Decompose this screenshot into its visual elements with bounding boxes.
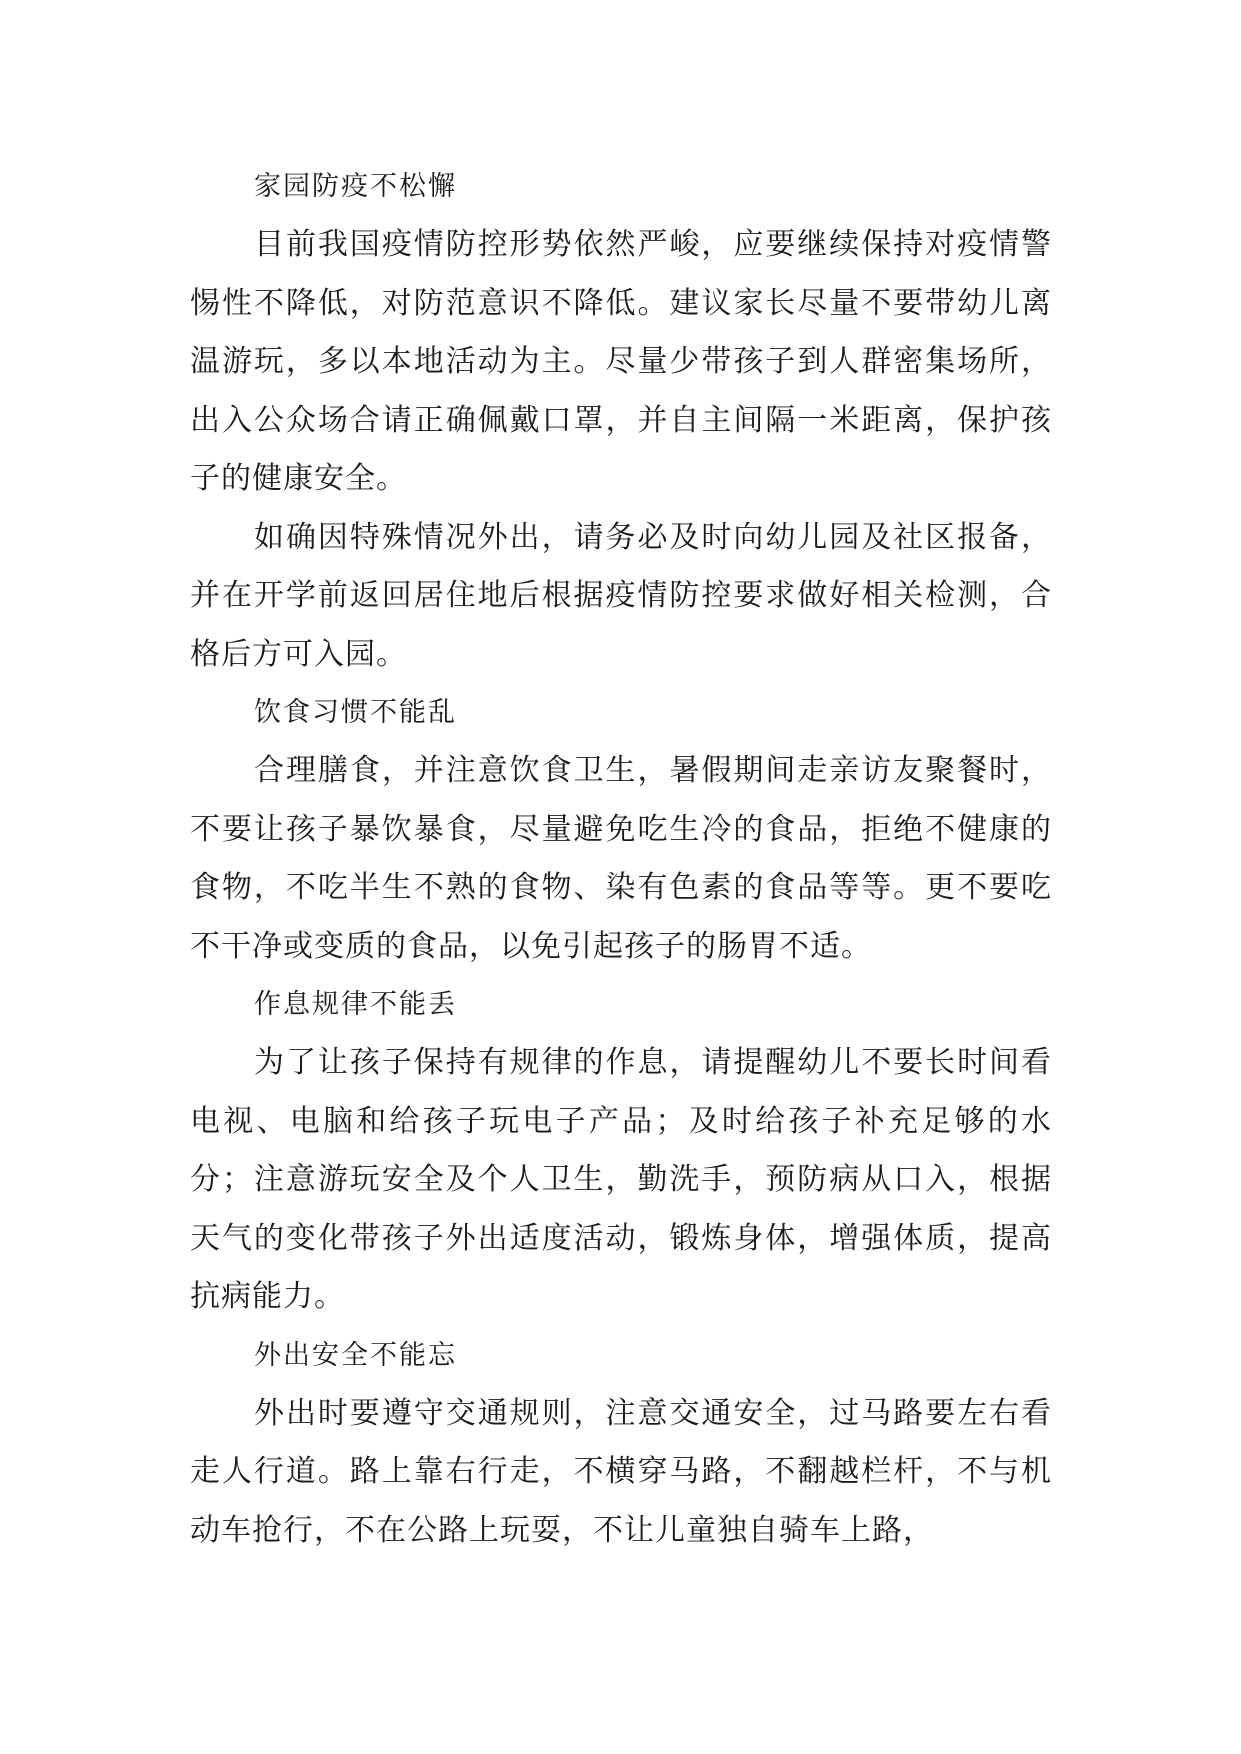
section-epidemic-prevention xyxy=(190,158,1052,684)
section-daily-routine xyxy=(190,976,1052,1327)
section-diet-habits xyxy=(190,684,1052,976)
paragraph: 目前我国疫情防控形势依然严峻，应要继续保持对疫情警惕性不降低，对防范意识不降低。建议家长尽量不要带幼儿离温游玩，多以本地活动为主。尽量少带孩子到人群密集场所，出入公众场合请正确佩戴口罩，并自主间隔一米距离，保护孩子的健康安全。 xyxy=(190,227,1052,496)
paragraph: 如确因特殊情况外出，请务必及时向幼儿园及社区报备，并在开学前返回居住地后根据疫情防控要求做好相关检测，合格后方可入园。 xyxy=(190,519,1052,672)
paragraph: 外出时要遵守交通规则，注意交通安全，过马路要左右看走人行道。路上靠右行走，不横穿马路，不翻越栏杆，不与机动车抢行，不在公路上玩耍，不让儿童独自骑车上路， xyxy=(190,1395,1052,1548)
section-outdoor-safety xyxy=(190,1327,1052,1561)
paragraph: 为了让孩子保持有规律的作息，请提醒幼儿不要长时间看电视、电脑和给孩子玩电子产品；及时给孩子补充足够的水分；注意游玩安全及个人卫生，勤洗手，预防病从口入，根据天气的变化带孩子外出适度活动，锻炼身体，增强体质，提高抗病能力。 xyxy=(190,1045,1052,1314)
section-heading: 外出安全不能忘 xyxy=(254,1339,457,1371)
section-heading: 作息规律不能丢 xyxy=(254,989,457,1020)
document-page xyxy=(190,158,1052,1560)
section-heading: 饮食习惯不能乱 xyxy=(254,697,457,728)
section-heading: 家园防疫不松懈 xyxy=(254,171,457,202)
paragraph: 合理膳食，并注意饮食卫生，暑假期间走亲访友聚餐时，不要让孩子暴饮暴食，尽量避免吃生冷的食品，拒绝不健康的食物，不吃半生不熟的食物、染有色素的食品等等。更不要吃不干净或变质的食品，以免引起孩子的肠胃不适。 xyxy=(190,753,1052,964)
